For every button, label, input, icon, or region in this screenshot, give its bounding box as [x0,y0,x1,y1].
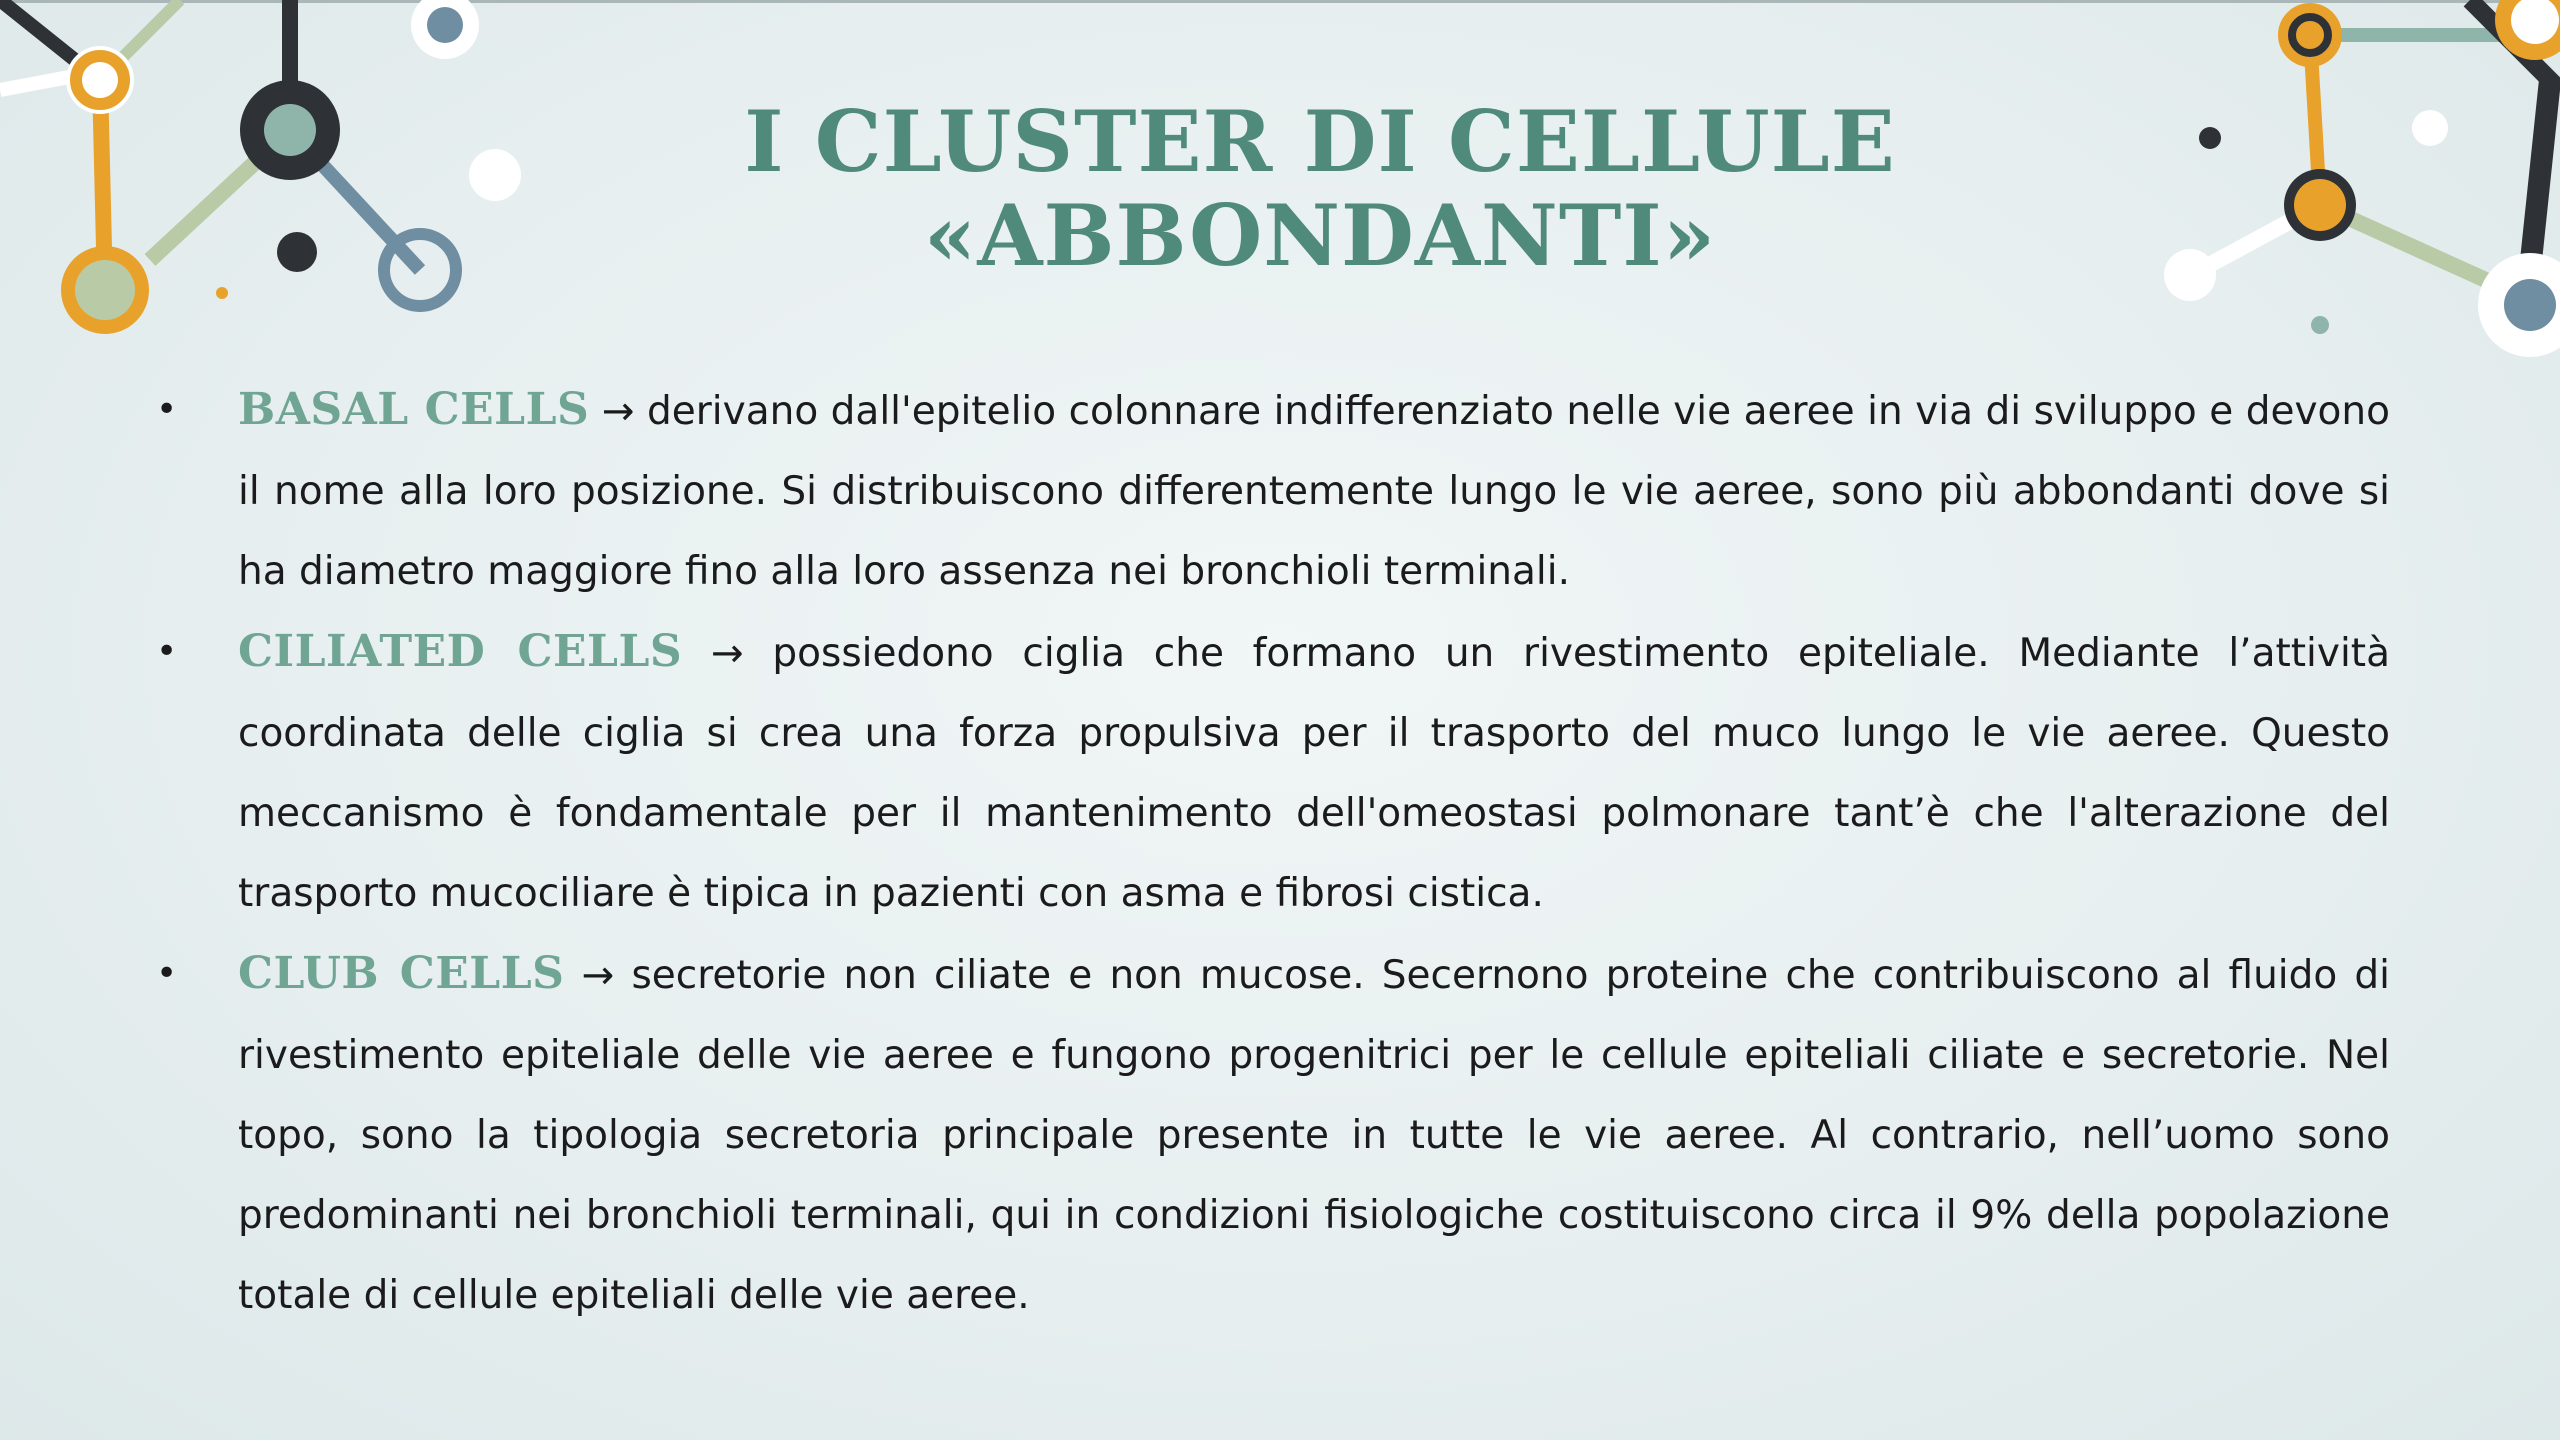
term-label-club-cells: CLUB CELLS [238,948,565,999]
molecule-decoration-right [2140,0,2560,380]
arrow-icon: → [581,953,615,998]
slide-title [480,92,2160,285]
description-text: secretorie non ciliate e non mucose. Secernono proteine che contribuiscono al fluido di rivestimento epiteliale delle vie aeree e fungono progenitrici per le cellule epiteliali ciliate e secretorie. Nel topo, sono la tipologia secretoria principale presente in tutte le vie aeree. Al contrario, nell’uomo sono predominanti nei bronchioli terminali, qui in condizioni fisiologiche costituiscono circa il 9% della popolazione totale di cellule epiteliali delle vie aeree. [238,953,2390,1318]
node-bluegray-top-left [427,7,463,43]
node-dark-small-left [277,232,317,272]
bullet-item-ciliated-cells [150,612,2390,934]
molecule-decoration-left [0,0,540,360]
node-teal-inner-left [264,104,316,156]
term-label-basal-cells: BASAL CELLS [238,384,590,435]
node-white-end-right [2164,249,2216,301]
slide-title-line-2: «ABBONDANTI» [923,186,1717,285]
slide-title-line-1: I CLUSTER DI CELLULE [744,92,1896,191]
bullet-marker: • [156,389,178,430]
bullet-list [150,370,2390,1336]
node-orange-mid-right [2294,179,2346,231]
arrow-icon: → [601,389,635,434]
bullet-marker: • [156,953,178,994]
bullet-marker: • [156,631,178,672]
description-text: possiedono ciglia che formano un rivestimento epiteliale. Mediante l’attività coordinata delle ciglia si crea una forza propulsiva per il trasporto del muco lungo le vie aeree. Questo meccanismo è fondamentale per il mantenimento dell'omeostasi polmonare tant’è che l'alterazione del trasporto mucociliare è tipica in pazienti con asma e fibrosi cistica. [238,631,2390,916]
term-label-ciliated-cells: CILIATED CELLS [238,626,683,677]
node-bluegray-right [2504,279,2556,331]
bullet-item-basal-cells [150,370,2390,612]
node-orange-dot-left [216,287,228,299]
description-text: derivano dall'epitelio colonnare indifferenziato nelle vie aeree in via di sviluppo e devono il nome alla loro posizione. Si distribuiscono differentemente lungo le vie aeree, sono più abbondanti dove si ha diametro maggiore fino alla loro assenza nei bronchioli terminali. [238,389,2390,594]
node-teal-dot-right [2311,316,2329,334]
molecule-bonds-left [0,0,420,290]
node-white-small-right [2412,110,2448,146]
node-orange-top-right [2278,3,2342,67]
bullet-item-club-cells [150,934,2390,1336]
node-dark-dot-right [2199,127,2221,149]
node-sage-inner-left [75,260,135,320]
arrow-icon: → [710,631,744,676]
